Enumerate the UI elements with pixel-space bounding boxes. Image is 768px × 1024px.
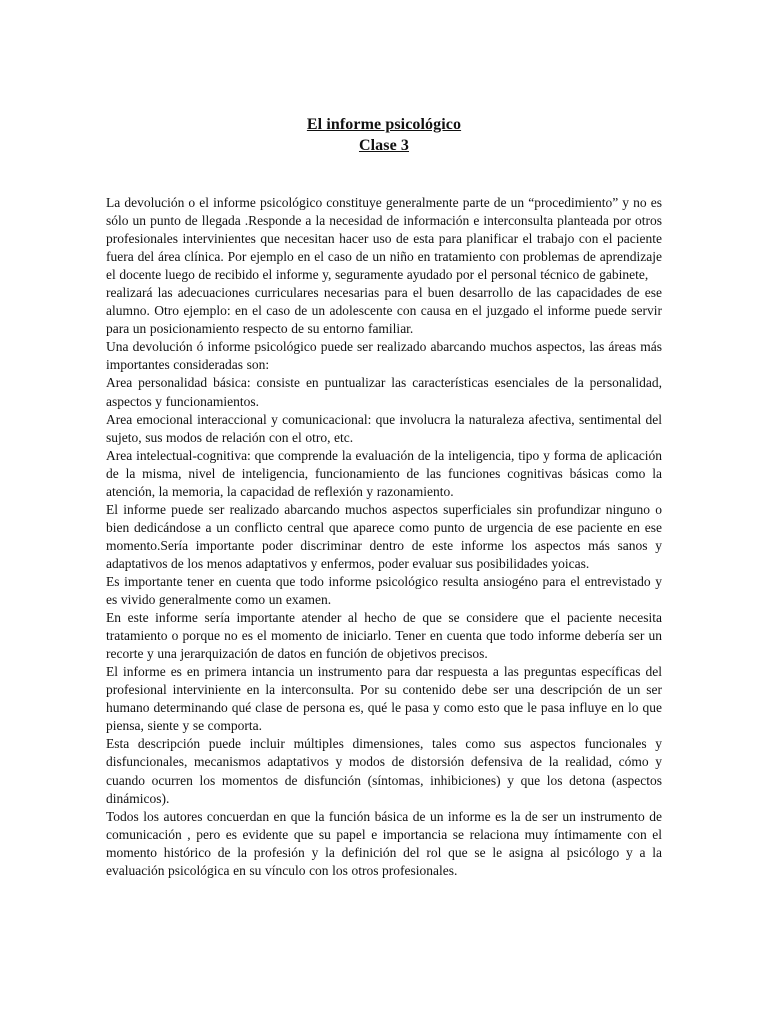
document-body <box>106 194 662 880</box>
document-subtitle: Clase 3 <box>358 137 410 154</box>
document-title: El informe psicológico <box>306 116 462 133</box>
paragraph: La devolución o el informe psicológico constituye generalmente parte de un “procedimiento” y no es sólo un punto de llegada .Responde a la necesidad de información e interconsulta planteada por otros profesionales intervinientes que necesitan hacer uso de esta para planificar el trabajo con el paciente fuera del área clínica. Por ejemplo en el caso de un niño en tratamiento con problemas de aprendizaje el docente luego de recibido el informe y, seguramente ayudado por el personal técnico de gabinete, <box>106 195 662 283</box>
paragraph: En este informe sería importante atender al hecho de que se considere que el paciente necesita tratamiento o porque no es el momento de iniciarlo. Tener en cuenta que todo informe debería ser un recorte y una jerarquización de datos en función de objetivos precisos. <box>106 610 662 662</box>
paragraph: realizará las adecuaciones curriculares necesarias para el buen desarrollo de las capacidades de ese alumno. Otro ejemplo: en el caso de un adolescente con causa en el juzgado el informe puede servir para un posicionamiento respecto de su entorno familiar. <box>106 285 662 337</box>
paragraph: El informe es en primera intancia un instrumento para dar respuesta a las preguntas específicas del profesional interviniente en la interconsulta. Por su contenido debe ser una descripción de un ser humano determinando qué clase de persona es, qué le pasa y como esto que le pasa influye en lo que piensa, siente y se comporta. <box>106 664 662 734</box>
paragraph: El informe puede ser realizado abarcando muchos aspectos superficiales sin profundizar ninguno o bien dedicándose a un conflicto central que aparece como punto de urgencia de ese paciente en ese momento.Sería importante poder discriminar dentro de este informe los aspectos más sanos y adaptativos de los menos adaptativos y enfermos, poder evaluar sus posibilidades yoicas. <box>106 501 662 571</box>
paragraph: Area personalidad básica: consiste en puntualizar las características esenciales de la personalidad, aspectos y funcionamientos. <box>106 375 662 409</box>
paragraph: Una devolución ó informe psicológico puede ser realizado abarcando muchos aspectos, las áreas más importantes consideradas son: <box>106 339 662 373</box>
title-block <box>0 114 768 156</box>
paragraph: Todos los autores concuerdan en que la función básica de un informe es la de ser un instrumento de comunicación , pero es evidente que su papel e importancia se relaciona muy íntimamente con el momento histórico de la profesión y la definición del rol que se le asigna al psicólogo y a la evaluación psicológica en su vínculo con los otros profesionales. <box>106 808 662 878</box>
paragraph: Area emocional interaccional y comunicacional: que involucra la naturaleza afectiva, sentimental del sujeto, sus modos de relación con el otro, etc. <box>106 411 662 445</box>
paragraph: Area intelectual-cognitiva: que comprende la evaluación de la inteligencia, tipo y forma de aplicación de la misma, nivel de inteligencia, funcionamiento de las funciones cognitivas básicas como la atención, la memoria, la capacidad de reflexión y razonamiento. <box>106 447 662 499</box>
paragraph: Es importante tener en cuenta que todo informe psicológico resulta ansiogéno para el entrevistado y es vivido generalmente como un examen. <box>106 573 662 608</box>
paragraph: Esta descripción puede incluir múltiples dimensiones, tales como sus aspectos funcionales y disfuncionales, mecanismos adaptativos y modos de distorsión defensiva de la realidad, cómo y cuando ocurren los momentos de disfunción (síntomas, inhibiciones) y que los detona (aspectos dinámicos). <box>106 736 662 806</box>
